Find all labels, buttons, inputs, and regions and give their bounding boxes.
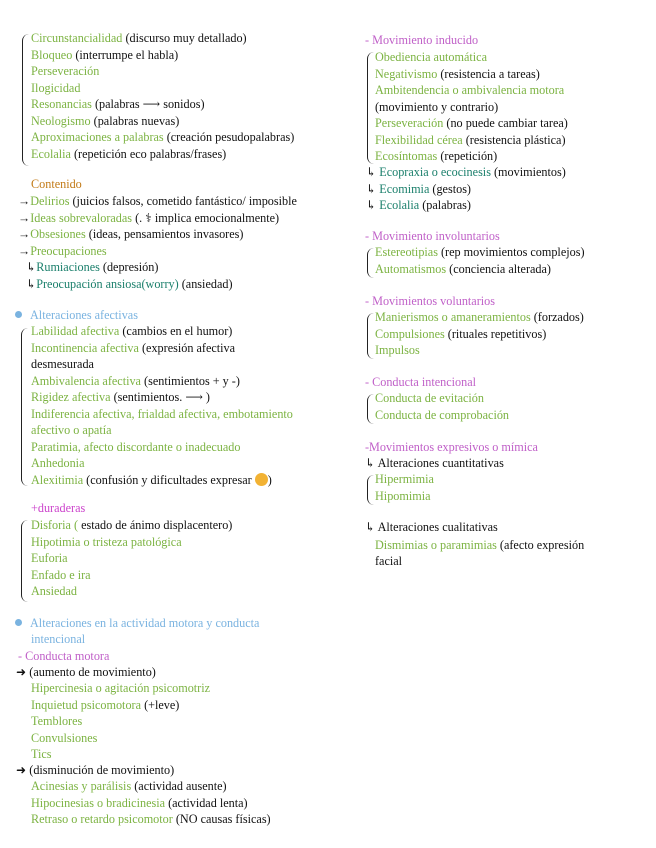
- arrow-icon: ➜: [16, 665, 30, 679]
- list-item: [18, 226, 243, 242]
- bullet-icon: [15, 311, 22, 318]
- list-item: [18, 210, 279, 226]
- list-item: [31, 146, 226, 162]
- description: (. ⚕ implica emocionalmente): [132, 210, 280, 225]
- description: (forzados): [530, 310, 584, 324]
- term: Ansiedad: [31, 584, 78, 598]
- term: Ambitendencia o ambivalencia motora: [375, 83, 565, 97]
- term: Hipermimia: [375, 472, 434, 486]
- brace: [21, 520, 28, 602]
- list-item: [31, 356, 94, 372]
- term: Ecolalia: [31, 146, 71, 161]
- list-item: [375, 244, 585, 260]
- list-item: [31, 550, 68, 566]
- list-item: [375, 390, 484, 406]
- section-title: [365, 228, 500, 244]
- list-item: [31, 96, 205, 112]
- list-item: [31, 323, 232, 339]
- term: Hipomimia: [375, 488, 431, 503]
- description: (repetición eco palabras/frases): [70, 146, 227, 161]
- brace: [21, 328, 28, 486]
- description: (conciencia alterada): [446, 261, 551, 276]
- list-item: [31, 80, 80, 96]
- term: Circunstancialidad: [31, 31, 123, 45]
- arrow-icon: ↳: [366, 198, 380, 212]
- list-item: [31, 778, 227, 794]
- description: (+leve): [141, 697, 180, 712]
- list-item: [31, 680, 210, 696]
- list-item: [375, 99, 498, 115]
- description: (no puede cambiar tarea): [443, 116, 568, 130]
- term: Inquietud psicomotora: [31, 697, 142, 712]
- term: Bloqueo: [31, 47, 73, 62]
- list-item: [375, 488, 431, 504]
- term: Ilogicidad: [31, 80, 81, 95]
- term: Dismimias o paramimias: [375, 538, 497, 552]
- subsection-label: [365, 455, 504, 471]
- term: Hipotimia o tristeza patológica: [31, 534, 182, 549]
- list-item: [366, 197, 471, 213]
- list-item: [31, 472, 272, 488]
- term: Indiferencia afectiva, frialdad afectiva, embotamiento: [31, 406, 293, 421]
- arrow-icon: ↳: [365, 520, 378, 534]
- term: Rumiaciones: [36, 260, 100, 274]
- term: Disforia (: [31, 518, 79, 532]
- arrow-icon: →: [18, 243, 31, 258]
- term: Alexitimia: [31, 472, 84, 487]
- list-item: [375, 261, 551, 277]
- term: Neologismo: [31, 113, 91, 128]
- description: (actividad ausente): [131, 779, 227, 793]
- list-item: [31, 811, 271, 827]
- conducta-motora-title: - Conducta motora: [18, 649, 110, 663]
- brace: [367, 313, 374, 359]
- list-item: [375, 553, 402, 569]
- afectivas-title: Alteraciones afectivas: [30, 308, 138, 322]
- motora-title: Alteraciones en la actividad motora y conducta: [30, 616, 260, 630]
- brace: [22, 34, 29, 166]
- section-title: [15, 307, 138, 323]
- section-title: [365, 293, 495, 309]
- section-title: [365, 439, 538, 455]
- inducido-title: - Movimiento inducido: [365, 33, 479, 47]
- list-item: [31, 340, 235, 356]
- term: Obediencia automática: [375, 50, 488, 64]
- description: (confusión y dificultades expresar: [83, 472, 252, 487]
- section-title: [31, 631, 85, 647]
- term: Perseveración: [31, 64, 100, 78]
- term: Aproximaciones a palabras: [31, 130, 164, 144]
- term: Hipocinesias o bradicinesia: [31, 795, 166, 810]
- list-item: [31, 439, 240, 455]
- list-item: [31, 373, 240, 389]
- list-item: [375, 115, 568, 131]
- description: (afecto expresión: [496, 538, 585, 552]
- description: (sentimientos. ⟶ ): [110, 390, 210, 404]
- disminucion-label: (disminución de movimiento): [29, 763, 175, 777]
- involuntarios-title: - Movimiento involuntarios: [365, 229, 500, 243]
- description: (palabras): [419, 198, 471, 212]
- list-item: [31, 567, 91, 583]
- list-item: [375, 309, 584, 325]
- term: Automatismos: [375, 261, 447, 276]
- paren: ): [267, 472, 272, 487]
- term: Euforia: [31, 551, 68, 565]
- term: Obsesiones: [30, 227, 86, 241]
- term: Retraso o retardo psicomotor: [31, 812, 173, 826]
- term: Conducta de comprobación: [375, 407, 510, 422]
- description: facial: [375, 554, 403, 568]
- section-title: [15, 615, 259, 631]
- term: Convulsiones: [31, 730, 98, 745]
- description: (discurso muy detallado): [122, 31, 247, 45]
- list-item: [366, 164, 566, 180]
- description: (rep movimientos complejos): [437, 245, 585, 259]
- list-item: [375, 471, 434, 487]
- description: (juicios falsos, cometido fantástico/ imposible: [69, 194, 297, 208]
- description: (movimientos): [490, 165, 566, 179]
- arrow-icon: ↳: [366, 165, 380, 179]
- cualitativas-label: Alteraciones cualitativas: [377, 520, 498, 534]
- list-item: [375, 148, 497, 164]
- term: Preocupaciones: [30, 243, 107, 258]
- list-item: [31, 697, 179, 713]
- subsection-label: [16, 762, 174, 778]
- list-item: [366, 181, 471, 197]
- term: Tics: [31, 747, 52, 761]
- term: Resonancias: [31, 97, 92, 111]
- description: (sentimientos + y -): [140, 373, 240, 388]
- intencional-title: - Conducta intencional: [365, 375, 477, 389]
- term: Enfado e ira: [31, 567, 91, 582]
- subsection-label: [16, 664, 156, 680]
- subsection-title: [18, 648, 109, 664]
- list-item: [26, 259, 158, 275]
- list-item: [26, 276, 233, 292]
- term: Labilidad afectiva: [31, 324, 120, 338]
- arrow-icon: ↳: [365, 456, 378, 470]
- description: (creación pesudopalabras): [163, 130, 295, 144]
- list-item: [375, 342, 420, 358]
- list-item: [18, 243, 107, 259]
- term: Impulsos: [375, 343, 420, 357]
- list-item: [375, 326, 546, 342]
- description: (ideas, pensamientos invasores): [85, 227, 244, 241]
- list-item: [31, 389, 210, 405]
- term: Hipercinesia o agitación psicomotriz: [31, 681, 211, 695]
- term: Delirios: [30, 194, 70, 208]
- section-title: [31, 500, 85, 516]
- description: (movimiento y contrario): [375, 99, 499, 114]
- arrow-icon: ↳: [26, 276, 37, 291]
- motora-title-2: intencional: [31, 632, 86, 646]
- term: Ecopraxia o ecocinesis: [379, 165, 491, 179]
- cuantitativas-label: Alteraciones cuantitativas: [377, 456, 504, 470]
- aumento-label: (aumento de movimiento): [29, 665, 156, 679]
- contenido-title: Contenido: [31, 177, 82, 191]
- description: (interrumpe el habla): [72, 47, 179, 62]
- emoji-icon: [255, 473, 268, 486]
- arrow-icon: →: [18, 194, 31, 208]
- brace: [367, 248, 374, 278]
- arrow-icon: →: [18, 210, 31, 225]
- description: (ansiedad): [178, 276, 233, 291]
- term: Compulsiones: [375, 326, 445, 341]
- voluntarios-title: - Movimientos voluntarios: [365, 294, 495, 308]
- list-item: [31, 746, 52, 762]
- list-item: [31, 583, 77, 599]
- term: Paratimia, afecto discordante o inadecuado: [31, 439, 241, 454]
- list-item: [31, 517, 232, 533]
- term: Anhedonia: [31, 456, 85, 470]
- term: Incontinencia afectiva: [31, 340, 139, 355]
- section-title: [31, 176, 82, 192]
- list-item: [18, 193, 297, 209]
- description: (repetición): [437, 149, 498, 163]
- arrow-icon: ➜: [16, 763, 30, 777]
- description: (resistencia a tareas): [437, 66, 540, 81]
- duraderas-title: +duraderas: [31, 501, 86, 515]
- term: Ambivalencia afectiva: [31, 373, 141, 388]
- bullet-icon: [15, 619, 22, 626]
- term: Acinesias y parálisis: [31, 779, 132, 793]
- term: Preocupación ansiosa(worry): [36, 276, 179, 291]
- list-item: [375, 66, 540, 82]
- term: Perseveración: [375, 116, 444, 130]
- description: (palabras ⟶ sonidos): [91, 97, 205, 111]
- expresivos-title: -Movimientos expresivos o mímica: [365, 440, 538, 454]
- arrow-icon: ↳: [366, 181, 380, 196]
- term: Ecomimia: [379, 181, 430, 196]
- description: (palabras nuevas): [90, 113, 180, 128]
- list-item: [31, 113, 179, 129]
- list-item: [31, 713, 82, 729]
- description: (expresión afectiva: [138, 340, 236, 355]
- description: (rituales repetitivos): [444, 326, 547, 341]
- list-item: [31, 30, 247, 46]
- description: (gestos): [429, 181, 471, 196]
- list-item: [31, 406, 293, 422]
- list-item: [31, 534, 182, 550]
- term: Ecosíntomas: [375, 149, 438, 163]
- arrow-icon: →: [18, 227, 31, 241]
- description: (NO causas físicas): [172, 812, 271, 826]
- section-title: [365, 374, 476, 390]
- list-item: [31, 730, 97, 746]
- description: (actividad lenta): [165, 795, 248, 810]
- list-item: [31, 47, 178, 63]
- list-item: [31, 63, 99, 79]
- list-item: [31, 129, 294, 145]
- list-item: [31, 795, 248, 811]
- list-item: [375, 49, 487, 65]
- term: afectivo o apatía: [31, 423, 112, 437]
- description: desmesurada: [31, 357, 94, 371]
- term: Temblores: [31, 714, 83, 728]
- term: Ideas sobrevaloradas: [30, 210, 133, 225]
- list-item: [375, 407, 509, 423]
- description: estado de ánimo displacentero): [78, 518, 233, 532]
- term: Flexibilidad cérea: [375, 132, 463, 147]
- brace: [367, 475, 374, 505]
- description: (cambios en el humor): [119, 324, 233, 338]
- description: (resistencia plástica): [462, 132, 566, 147]
- brace: [367, 394, 374, 424]
- section-title: [365, 32, 478, 48]
- term: Manierismos o amaneramientos: [375, 310, 531, 324]
- list-item: [31, 422, 112, 438]
- term: Ecolalia: [379, 198, 420, 212]
- term: Negativismo: [375, 66, 438, 81]
- term: Estereotipias: [375, 245, 438, 259]
- term: Rigidez afectiva: [31, 390, 111, 404]
- subsection-label: [365, 519, 498, 535]
- list-item: [375, 82, 564, 98]
- term: Conducta de evitación: [375, 391, 484, 405]
- list-item: [31, 455, 84, 471]
- arrow-icon: ↳: [26, 260, 37, 274]
- brace: [367, 52, 374, 164]
- list-item: [375, 537, 584, 553]
- list-item: [375, 132, 566, 148]
- description: (depresión): [99, 260, 159, 274]
